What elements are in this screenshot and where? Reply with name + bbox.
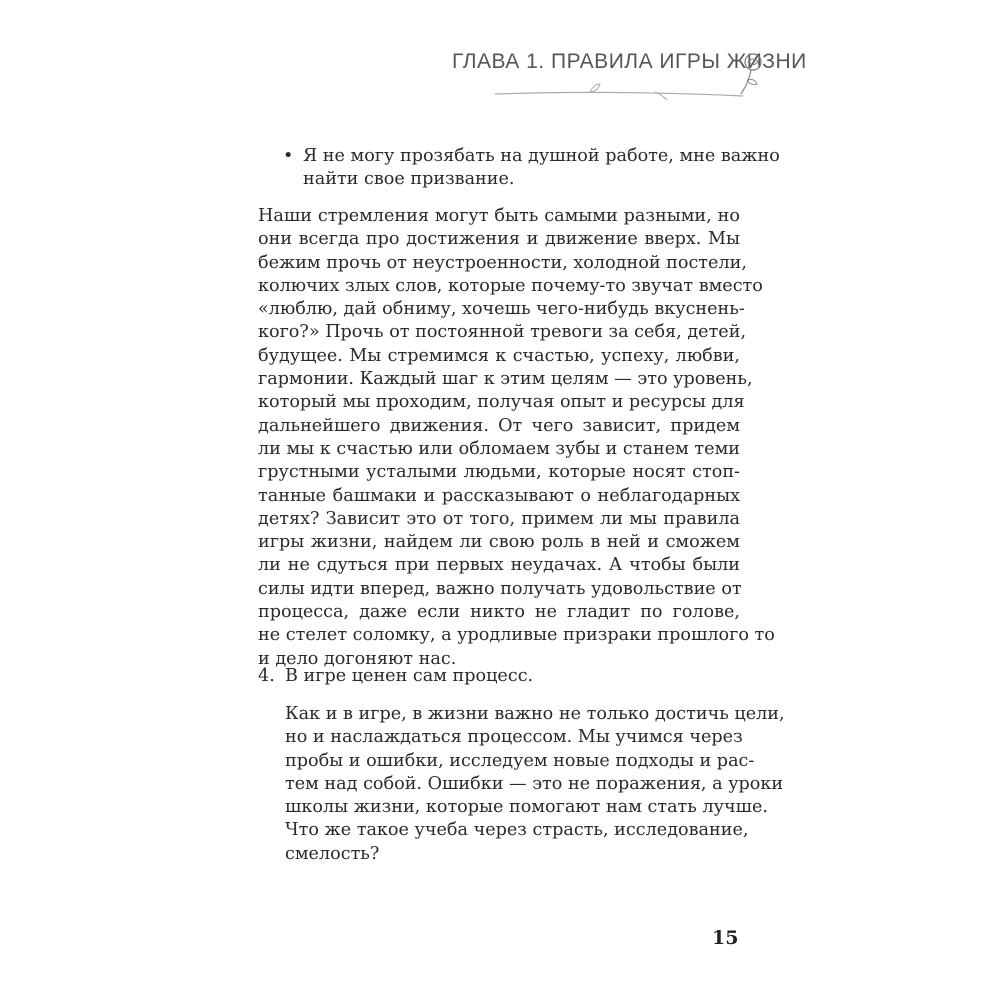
chapter-header: ГЛАВА 1. ПРАВИЛА ИГРЫ ЖИЗНИ bbox=[452, 50, 807, 73]
text-line: гармонии. Каждый шаг к этим целям — это уровень, bbox=[258, 369, 753, 390]
item-number: 4. bbox=[258, 666, 275, 686]
vine-divider-icon bbox=[495, 82, 745, 102]
text-line: Наши стремления могут быть самыми разными, но bbox=[258, 206, 740, 226]
text-line: грустными усталыми людьми, которые носят стоп- bbox=[258, 462, 740, 483]
text-line: силы идти вперед, важно получать удовольствие от bbox=[258, 578, 742, 599]
text-line: пробы и ошибки, исследуем новые подходы и рас- bbox=[285, 750, 755, 771]
text-line: игры жизни, найдем ли свою роль в ней и сможем bbox=[258, 532, 740, 553]
item-title: В игре ценен сам процесс. bbox=[285, 666, 534, 686]
page-number: 15 bbox=[712, 927, 739, 949]
text-line: будущее. Мы стремимся к счастью, успеху, любви, bbox=[258, 345, 740, 366]
text-line: найти свое призвание. bbox=[303, 169, 515, 190]
text-line: и дело догоняют нас. bbox=[258, 648, 457, 669]
bullet-item bbox=[303, 145, 780, 192]
text-line: ли не сдуться при первых неудачах. А чтобы были bbox=[258, 555, 740, 576]
text-line: ли мы к счастью или обломаем зубы и станем теми bbox=[258, 438, 740, 459]
text-line: колючих злых слов, которые почему-то звучат вместо bbox=[258, 275, 763, 296]
paragraph bbox=[285, 703, 785, 866]
text-line: бежим прочь от неустроенности, холодной постели, bbox=[258, 252, 747, 273]
text-line: дальнейшего движения. От чего зависит, придем bbox=[258, 415, 740, 436]
text-line: который мы проходим, получая опыт и ресурсы для bbox=[258, 392, 745, 413]
text-line: не стелет соломку, а уродливые призраки прошлого то bbox=[258, 625, 775, 646]
text-line: школы жизни, которые помогают нам стать лучше. bbox=[285, 797, 768, 818]
text-line: танные башмаки и рассказывают о неблагодарных bbox=[258, 485, 740, 506]
text-line: Я не могу прозябать на душной работе, мне важно bbox=[303, 146, 780, 166]
paragraph bbox=[258, 205, 775, 671]
text-line: Что же такое учеба через страсть, исследование, bbox=[285, 820, 749, 841]
text-line: тем над собой. Ошибки — это не поражения, а уроки bbox=[285, 773, 784, 794]
text-line: процесса, даже если никто не гладит по голове, bbox=[258, 602, 740, 623]
text-line: «люблю, дай обниму, хочешь чего-нибудь вкуснень- bbox=[258, 299, 745, 320]
text-line: детях? Зависит это от того, примем ли мы правила bbox=[258, 508, 740, 529]
text-line: они всегда про достижения и движение вверх. Мы bbox=[258, 229, 740, 250]
bullet-marker: • bbox=[283, 146, 294, 166]
text-line: кого?» Прочь от постоянной тревоги за себя, детей, bbox=[258, 322, 747, 343]
text-line: смелость? bbox=[285, 843, 380, 864]
text-line: Как и в игре, в жизни важно не только достичь цели, bbox=[285, 704, 785, 724]
text-line: но и наслаждаться процессом. Мы учимся через bbox=[285, 727, 743, 748]
